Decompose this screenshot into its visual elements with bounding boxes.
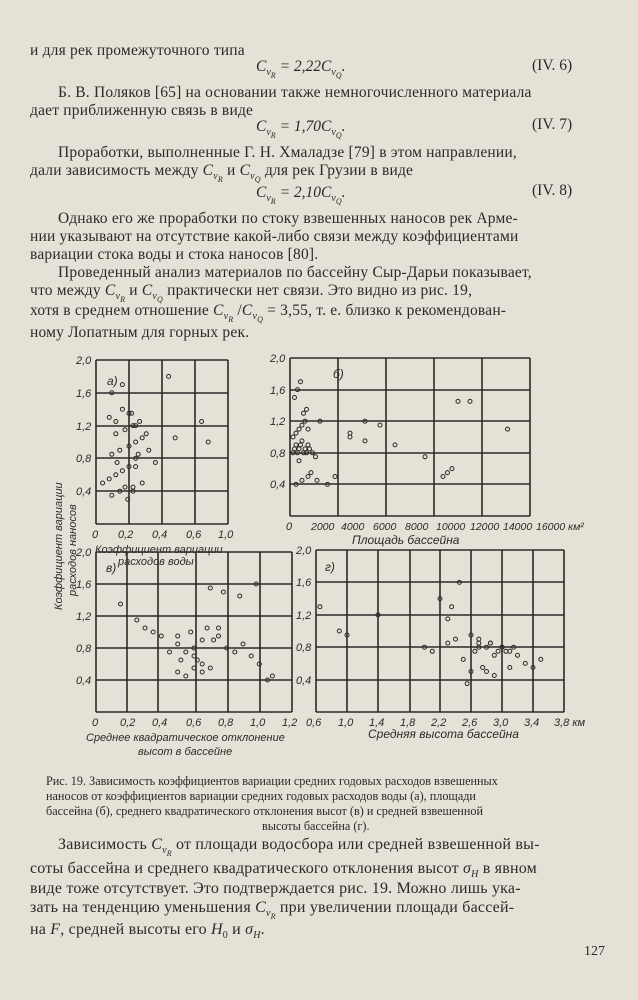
xlabel-b: Площадь бассейна: [352, 533, 460, 547]
xtick-v-0: 0: [92, 717, 99, 729]
caption-line-4: высоты бассейна (г).: [262, 819, 370, 833]
ytick-g-2-0: 2,0: [296, 545, 312, 557]
xtick-a-0: 0: [92, 529, 99, 541]
data-point: [200, 638, 204, 642]
points-g: [318, 580, 543, 685]
data-point: [450, 467, 454, 471]
data-point: [337, 629, 341, 633]
data-point: [212, 638, 216, 642]
data-point: [241, 642, 245, 646]
xtick-g-1-0: 1,0: [338, 717, 354, 729]
data-point: [291, 435, 295, 439]
ytick-v-0-8: 0,8: [76, 643, 92, 655]
data-point: [488, 641, 492, 645]
xtick-a-0-2: 0,2: [118, 529, 134, 541]
ytick-v-2-0: 2,0: [76, 547, 92, 559]
data-point: [473, 649, 477, 653]
xtick-v-1-2: 1,2: [282, 717, 298, 729]
data-point: [114, 473, 118, 477]
xtick-b-4000: 4000: [341, 521, 365, 533]
para-6e: на F, средней высоты его $H_0$ и $\sigma_H$.: [30, 921, 265, 942]
grid-v: [96, 552, 292, 712]
data-point: [446, 471, 450, 475]
para-5c: хотя в среднем отношение $C_{v_R}$ $/C_{v_Q} = 3,55$, т. е. близко к рекомендован-: [30, 302, 507, 325]
xtick-v-0-8: 0,8: [218, 717, 234, 729]
data-point: [136, 452, 140, 456]
data-point: [110, 493, 114, 497]
data-point: [450, 605, 454, 609]
data-point: [300, 478, 304, 482]
data-point: [465, 682, 469, 686]
panel-label-b: б): [333, 367, 344, 381]
grid-b: [290, 358, 530, 516]
xtick-a-0-4: 0,4: [152, 529, 168, 541]
data-point: [200, 420, 204, 424]
data-point: [294, 431, 298, 435]
ytick-b-1-2: 1,2: [270, 416, 286, 428]
ytick-b-2-0: 2,0: [270, 353, 286, 365]
data-point: [308, 447, 312, 451]
ylabel-1: Коэффициент вариации: [53, 482, 65, 610]
xlabel-a-2: расходов воды: [118, 556, 194, 568]
xtick-v-0-2: 0,2: [120, 717, 136, 729]
ytick-g-0-8: 0,8: [296, 642, 312, 654]
data-point: [217, 626, 221, 630]
para-5a: Проведенный анализ материалов по бассейну Сыр-Дарьи показывает,: [58, 264, 532, 281]
xtick-b-10000: 10000: [436, 521, 466, 533]
data-point: [299, 380, 303, 384]
xtick-g-1-4: 1,4: [369, 717, 385, 729]
panel-label-a: а): [107, 374, 118, 388]
data-point: [153, 461, 157, 465]
data-point: [159, 634, 163, 638]
data-point: [134, 440, 138, 444]
eq-number-iv8: (IV. 8): [532, 182, 573, 199]
data-point: [206, 440, 210, 444]
data-point: [270, 674, 274, 678]
data-point: [131, 485, 135, 489]
data-point: [306, 443, 310, 447]
para-5d: ному Лопатным для горных рек.: [30, 324, 250, 341]
para-6b: соты бассейна и среднего квадратического отклонения высот $\sigma_H$ в явном: [30, 860, 537, 881]
para-2a: Б. В. Поляков [65] на основании также немногочисленного материала: [58, 84, 532, 101]
data-point: [143, 626, 147, 630]
data-point: [184, 650, 188, 654]
xtick-g-2-6: 2,6: [462, 717, 478, 729]
data-point: [297, 459, 301, 463]
chart-panel-b: [269, 353, 584, 547]
data-point: [333, 475, 337, 479]
ytick-g-1-6: 1,6: [296, 577, 312, 589]
data-point: [107, 415, 111, 419]
data-point: [446, 641, 450, 645]
data-point: [205, 626, 209, 630]
para-5b: что между $C_{v_R}$ и $C_{v_Q}$ практически нет связи. Это видно из рис. 19,: [30, 282, 473, 305]
data-point: [176, 642, 180, 646]
chart-panel-v: [75, 547, 297, 758]
eq-number-iv7: (IV. 7): [532, 116, 573, 133]
data-point: [140, 481, 144, 485]
para-1: и для рек промежуточного типа: [30, 42, 245, 59]
data-point: [492, 674, 496, 678]
points-b: [291, 380, 510, 487]
data-point: [200, 662, 204, 666]
data-point: [115, 461, 119, 465]
xtick-v-0-4: 0,4: [152, 717, 168, 729]
data-point: [120, 407, 124, 411]
data-point: [135, 618, 139, 622]
caption-line-1: Рис. 19. Зависимость коэффициентов вариации средних годовых расходов взвешенных: [46, 774, 498, 788]
ytick-a-1-2: 1,2: [76, 421, 92, 433]
para-4b: нии указывают на отсутствие какой-либо связи между коэффициентами: [30, 228, 519, 245]
xtick-g-0-6: 0,6: [306, 717, 322, 729]
data-point: [200, 670, 204, 674]
ytick-v-1-2: 1,2: [76, 611, 92, 623]
data-point: [120, 383, 124, 387]
data-point: [297, 447, 301, 451]
data-point: [315, 478, 319, 482]
panel-label-v: в): [106, 561, 117, 575]
data-point: [144, 432, 148, 436]
grid-g: [316, 550, 564, 712]
data-point: [134, 465, 138, 469]
para-3a: Проработки, выполненные Г. Н. Хмаладзе [79] в этом направлении,: [58, 144, 517, 161]
data-point: [189, 630, 193, 634]
data-point: [496, 649, 500, 653]
xtick-v-1-0: 1,0: [250, 717, 266, 729]
data-point: [233, 650, 237, 654]
data-point: [151, 630, 155, 634]
ytick-b-0-4: 0,4: [270, 479, 286, 491]
ytick-v-1-6: 1,6: [76, 579, 92, 591]
data-point: [456, 399, 460, 403]
data-point: [523, 661, 527, 665]
xtick-g-2-2: 2,2: [431, 717, 447, 729]
page-number: 127: [584, 944, 605, 959]
data-point: [378, 423, 382, 427]
data-point: [130, 411, 134, 415]
data-point: [293, 447, 297, 451]
chart-panel-a: [53, 355, 234, 610]
data-point: [306, 475, 310, 479]
data-point: [306, 427, 310, 431]
data-point: [118, 448, 122, 452]
data-point: [363, 439, 367, 443]
para-3b: дали зависимость между $C_{v_R}$ и $C_{v_Q}$ для рек Грузии в виде: [30, 162, 414, 185]
data-point: [300, 439, 304, 443]
xtick-b-12000: 12000: [470, 521, 500, 533]
data-point: [123, 428, 127, 432]
data-point: [101, 481, 105, 485]
data-point: [110, 452, 114, 456]
ytick-g-0-4: 0,4: [296, 675, 312, 687]
xlabel-v-2: высот в бассейне: [138, 746, 233, 758]
data-point: [539, 657, 543, 661]
panel-label-g: г): [325, 560, 335, 574]
para-4a: Однако его же проработки по стоку взвешенных наносов рек Арме-: [58, 210, 518, 227]
xtick-a-1-0: 1,0: [218, 529, 234, 541]
data-point: [485, 670, 489, 674]
data-point: [176, 670, 180, 674]
data-point: [468, 399, 472, 403]
data-point: [302, 411, 306, 415]
data-point: [123, 485, 127, 489]
data-point: [430, 649, 434, 653]
xtick-a-0-6: 0,6: [186, 529, 202, 541]
xtick-g-3-0: 3,0: [493, 717, 509, 729]
data-point: [303, 447, 307, 451]
data-point: [454, 637, 458, 641]
ytick-v-0-4: 0,4: [76, 675, 92, 687]
para-6d: зать на тенденцию уменьшения $C_{v_R}$ при увеличении площади бассей-: [30, 899, 515, 922]
xtick-b-0: 0: [286, 521, 293, 533]
ytick-b-0-8: 0,8: [270, 448, 286, 460]
xtick-b-14000: 14000: [503, 521, 533, 533]
xtick-g-1-8: 1,8: [400, 717, 416, 729]
data-point: [446, 617, 450, 621]
ytick-a-2-0: 2,0: [76, 355, 92, 367]
data-point: [114, 432, 118, 436]
data-point: [140, 436, 144, 440]
data-point: [167, 374, 171, 378]
data-point: [120, 469, 124, 473]
ytick-a-1-6: 1,6: [76, 388, 92, 400]
data-point: [147, 448, 151, 452]
data-point: [249, 654, 253, 658]
data-point: [461, 657, 465, 661]
data-point: [208, 666, 212, 670]
data-point: [309, 471, 313, 475]
data-point: [179, 658, 183, 662]
data-point: [506, 427, 510, 431]
para-4c: вариации стока воды и стока наносов [80].: [30, 246, 319, 263]
data-point: [221, 590, 225, 594]
para-6c: виде тоже отсутствует. Это подтверждается рис. 19. Можно лишь ука-: [30, 880, 521, 897]
caption-line-2: наносов от коэффициентов вариации средних годовых расходов воды (а), площади: [46, 789, 476, 803]
data-point: [299, 443, 303, 447]
ytick-a-0-4: 0,4: [76, 486, 92, 498]
xtick-g-3-4: 3,4: [524, 717, 540, 729]
data-point: [441, 475, 445, 479]
data-point: [477, 641, 481, 645]
xtick-g-3-8: 3,8 км: [554, 717, 586, 729]
ytick-a-0-8: 0,8: [76, 453, 92, 465]
xlabel-v-1: Среднее квадратическое отклонение: [86, 732, 285, 744]
data-point: [300, 423, 304, 427]
ytick-b-1-6: 1,6: [270, 385, 286, 397]
xtick-b-8000: 8000: [405, 521, 429, 533]
formula-iv6: $C_{v_R} = 2,22C_{v_Q}$.: [256, 58, 346, 81]
data-point: [318, 605, 322, 609]
data-point: [217, 634, 221, 638]
data-point: [477, 637, 481, 641]
xtick-b-6000: 6000: [373, 521, 397, 533]
eq-number-iv6: (IV. 6): [532, 57, 573, 74]
xtick-b-16000: 16000 км²: [536, 521, 584, 533]
xtick-b-2000: 2000: [311, 521, 335, 533]
formula-iv7: $C_{v_R} = 1,70C_{v_Q}$.: [256, 118, 346, 141]
data-point: [208, 586, 212, 590]
data-point: [173, 436, 177, 440]
ytick-g-1-2: 1,2: [296, 610, 312, 622]
data-point: [176, 634, 180, 638]
data-point: [516, 653, 520, 657]
data-point: [119, 602, 123, 606]
formula-iv8: $C_{v_R} = 2,10C_{v_Q}$.: [256, 184, 346, 207]
data-point: [481, 666, 485, 670]
data-point: [393, 443, 397, 447]
xtick-v-0-6: 0,6: [186, 717, 202, 729]
data-point: [114, 420, 118, 424]
data-point: [138, 420, 142, 424]
data-point: [238, 594, 242, 598]
data-point: [107, 477, 111, 481]
data-point: [297, 427, 301, 431]
data-point: [293, 396, 297, 400]
data-point: [314, 455, 318, 459]
data-point: [492, 653, 496, 657]
xlabel-a-1: Коэффициент вариации: [95, 544, 223, 556]
ylabel-2: расходов наносов: [67, 504, 79, 596]
data-point: [184, 674, 188, 678]
data-point: [168, 650, 172, 654]
para-6a: Зависимость $C_{v_R}$ от площади водосбора или средней взвешенной вы-: [58, 836, 540, 859]
caption-line-3: бассейна (б), среднего квадратического отклонения высот (в) и средней взвешенной: [46, 804, 483, 818]
xlabel-g: Средняя высота бассейна: [368, 727, 519, 741]
data-point: [423, 455, 427, 459]
data-point: [508, 666, 512, 670]
data-point: [294, 443, 298, 447]
chart-panel-g: [295, 545, 586, 741]
data-point: [305, 407, 309, 411]
para-2b: дает приближенную связь в виде: [30, 102, 254, 119]
